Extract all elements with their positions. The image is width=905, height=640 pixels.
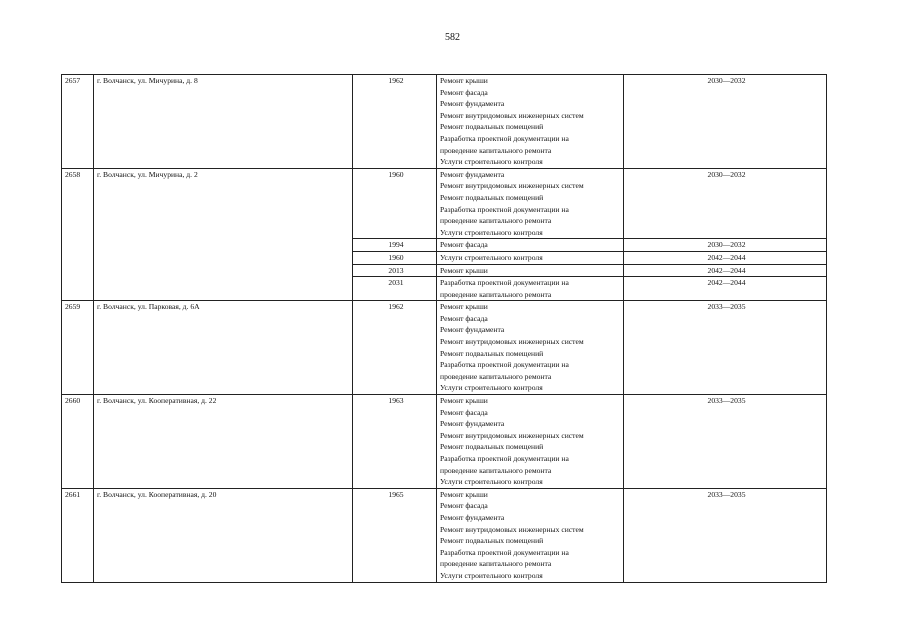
year-cell: 1962 <box>353 301 437 395</box>
work-item: Ремонт подвальных помещений <box>440 348 544 358</box>
work-item: Разработка проектной документации на <box>440 454 569 463</box>
building-address: г. Волчанск, ул. Парковая, д. 6А <box>94 301 353 395</box>
work-item: Разработка проектной документации на <box>440 360 569 370</box>
building-address: г. Волчанск, ул. Мичурина, д. 2 <box>94 168 353 301</box>
work-item: Ремонт внутридомовых инженерных систем <box>440 337 584 347</box>
work-item: Услуги строительного контроля <box>440 383 543 393</box>
year-cell: 1962 <box>353 75 437 169</box>
work-item: Ремонт крыши <box>440 489 488 499</box>
year-cell: 1960 <box>353 168 437 239</box>
table-body <box>62 75 827 583</box>
work-item: Ремонт подвальных помещений <box>440 192 544 202</box>
table-row <box>62 75 827 169</box>
works-cell <box>437 239 624 252</box>
work-item: Разработка проектной документации на <box>440 278 569 288</box>
work-item: Ремонт фундамента <box>440 99 505 109</box>
work-item: Разработка проектной документации на <box>440 547 569 557</box>
table-row <box>62 301 827 395</box>
work-item: проведение капитального ремонта <box>440 216 552 226</box>
work-item: Услуги строительного контроля <box>440 570 543 580</box>
work-item: Ремонт фасада <box>440 407 488 417</box>
row-number: 2660 <box>62 395 94 489</box>
work-item: Разработка проектной документации на <box>440 133 569 143</box>
work-item: Услуги строительного контроля <box>440 477 543 487</box>
work-item: Ремонт фундамента <box>440 512 505 522</box>
period-cell: 2033—2035 <box>624 488 827 582</box>
table-row <box>62 395 827 489</box>
work-item: проведение капитального ремонта <box>440 465 552 475</box>
work-item: Ремонт внутридомовых инженерных систем <box>440 524 584 534</box>
row-number: 2661 <box>62 488 94 582</box>
period-cell: 2030—2032 <box>624 239 827 252</box>
work-item: Ремонт крыши <box>440 396 488 406</box>
works-cell <box>437 75 624 169</box>
work-item: Разработка проектной документации на <box>440 204 569 214</box>
building-address: г. Волчанск, ул. Кооперативная, д. 20 <box>94 488 353 582</box>
works-cell <box>437 168 624 239</box>
period-cell: 2042—2044 <box>624 277 827 301</box>
work-item: Ремонт подвальных помещений <box>440 122 544 132</box>
work-item: Ремонт внутридомовых инженерных систем <box>440 181 584 191</box>
page-number: 582 <box>445 32 460 43</box>
works-cell <box>437 251 624 264</box>
work-item: Ремонт фундамента <box>440 419 505 429</box>
period-cell: 2033—2035 <box>624 395 827 489</box>
table-row <box>62 168 827 239</box>
works-cell <box>437 301 624 395</box>
period-cell: 2033—2035 <box>624 301 827 395</box>
year-cell: 2013 <box>353 264 437 277</box>
year-cell: 1994 <box>353 239 437 252</box>
work-item: Ремонт крыши <box>440 302 488 312</box>
works-cell <box>437 488 624 582</box>
year-cell: 1960 <box>353 251 437 264</box>
work-item: проведение капитального ремонта <box>440 289 552 299</box>
work-item: Ремонт крыши <box>440 76 488 85</box>
work-item: Ремонт фасада <box>440 240 488 250</box>
period-cell: 2030—2032 <box>624 168 827 239</box>
work-item: Ремонт фундамента <box>440 325 505 335</box>
work-item: Ремонт подвальных помещений <box>440 536 544 546</box>
work-item: Ремонт фасада <box>440 87 488 97</box>
repair-schedule-table <box>61 74 827 583</box>
work-item: Ремонт подвальных помещений <box>440 442 544 452</box>
year-cell: 1965 <box>353 488 437 582</box>
building-address: г. Волчанск, ул. Мичурина, д. 8 <box>94 75 353 169</box>
building-address: г. Волчанск, ул. Кооперативная, д. 22 <box>94 395 353 489</box>
period-cell: 2042—2044 <box>624 251 827 264</box>
year-cell: 1963 <box>353 395 437 489</box>
works-cell <box>437 277 624 301</box>
work-item: проведение капитального ремонта <box>440 559 552 569</box>
works-cell <box>437 264 624 277</box>
row-number: 2657 <box>62 75 94 169</box>
table-row <box>62 488 827 582</box>
work-item: Ремонт фундамента <box>440 169 505 179</box>
period-cell: 2030—2032 <box>624 75 827 169</box>
period-cell: 2042—2044 <box>624 264 827 277</box>
work-item: Ремонт фасада <box>440 501 488 511</box>
work-item: проведение капитального ремонта <box>440 371 552 381</box>
work-item: проведение капитального ремонта <box>440 145 552 155</box>
work-item: Ремонт внутридомовых инженерных систем <box>440 430 584 440</box>
year-cell: 2031 <box>353 277 437 301</box>
work-item: Услуги строительного контроля <box>440 227 543 237</box>
works-cell <box>437 395 624 489</box>
work-item: Ремонт внутридомовых инженерных систем <box>440 110 584 120</box>
work-item: Услуги строительного контроля <box>440 252 543 262</box>
work-item: Ремонт фасада <box>440 313 488 323</box>
work-item: Ремонт крыши <box>440 265 488 275</box>
row-number: 2659 <box>62 301 94 395</box>
work-item: Услуги строительного контроля <box>440 157 543 167</box>
row-number: 2658 <box>62 168 94 301</box>
